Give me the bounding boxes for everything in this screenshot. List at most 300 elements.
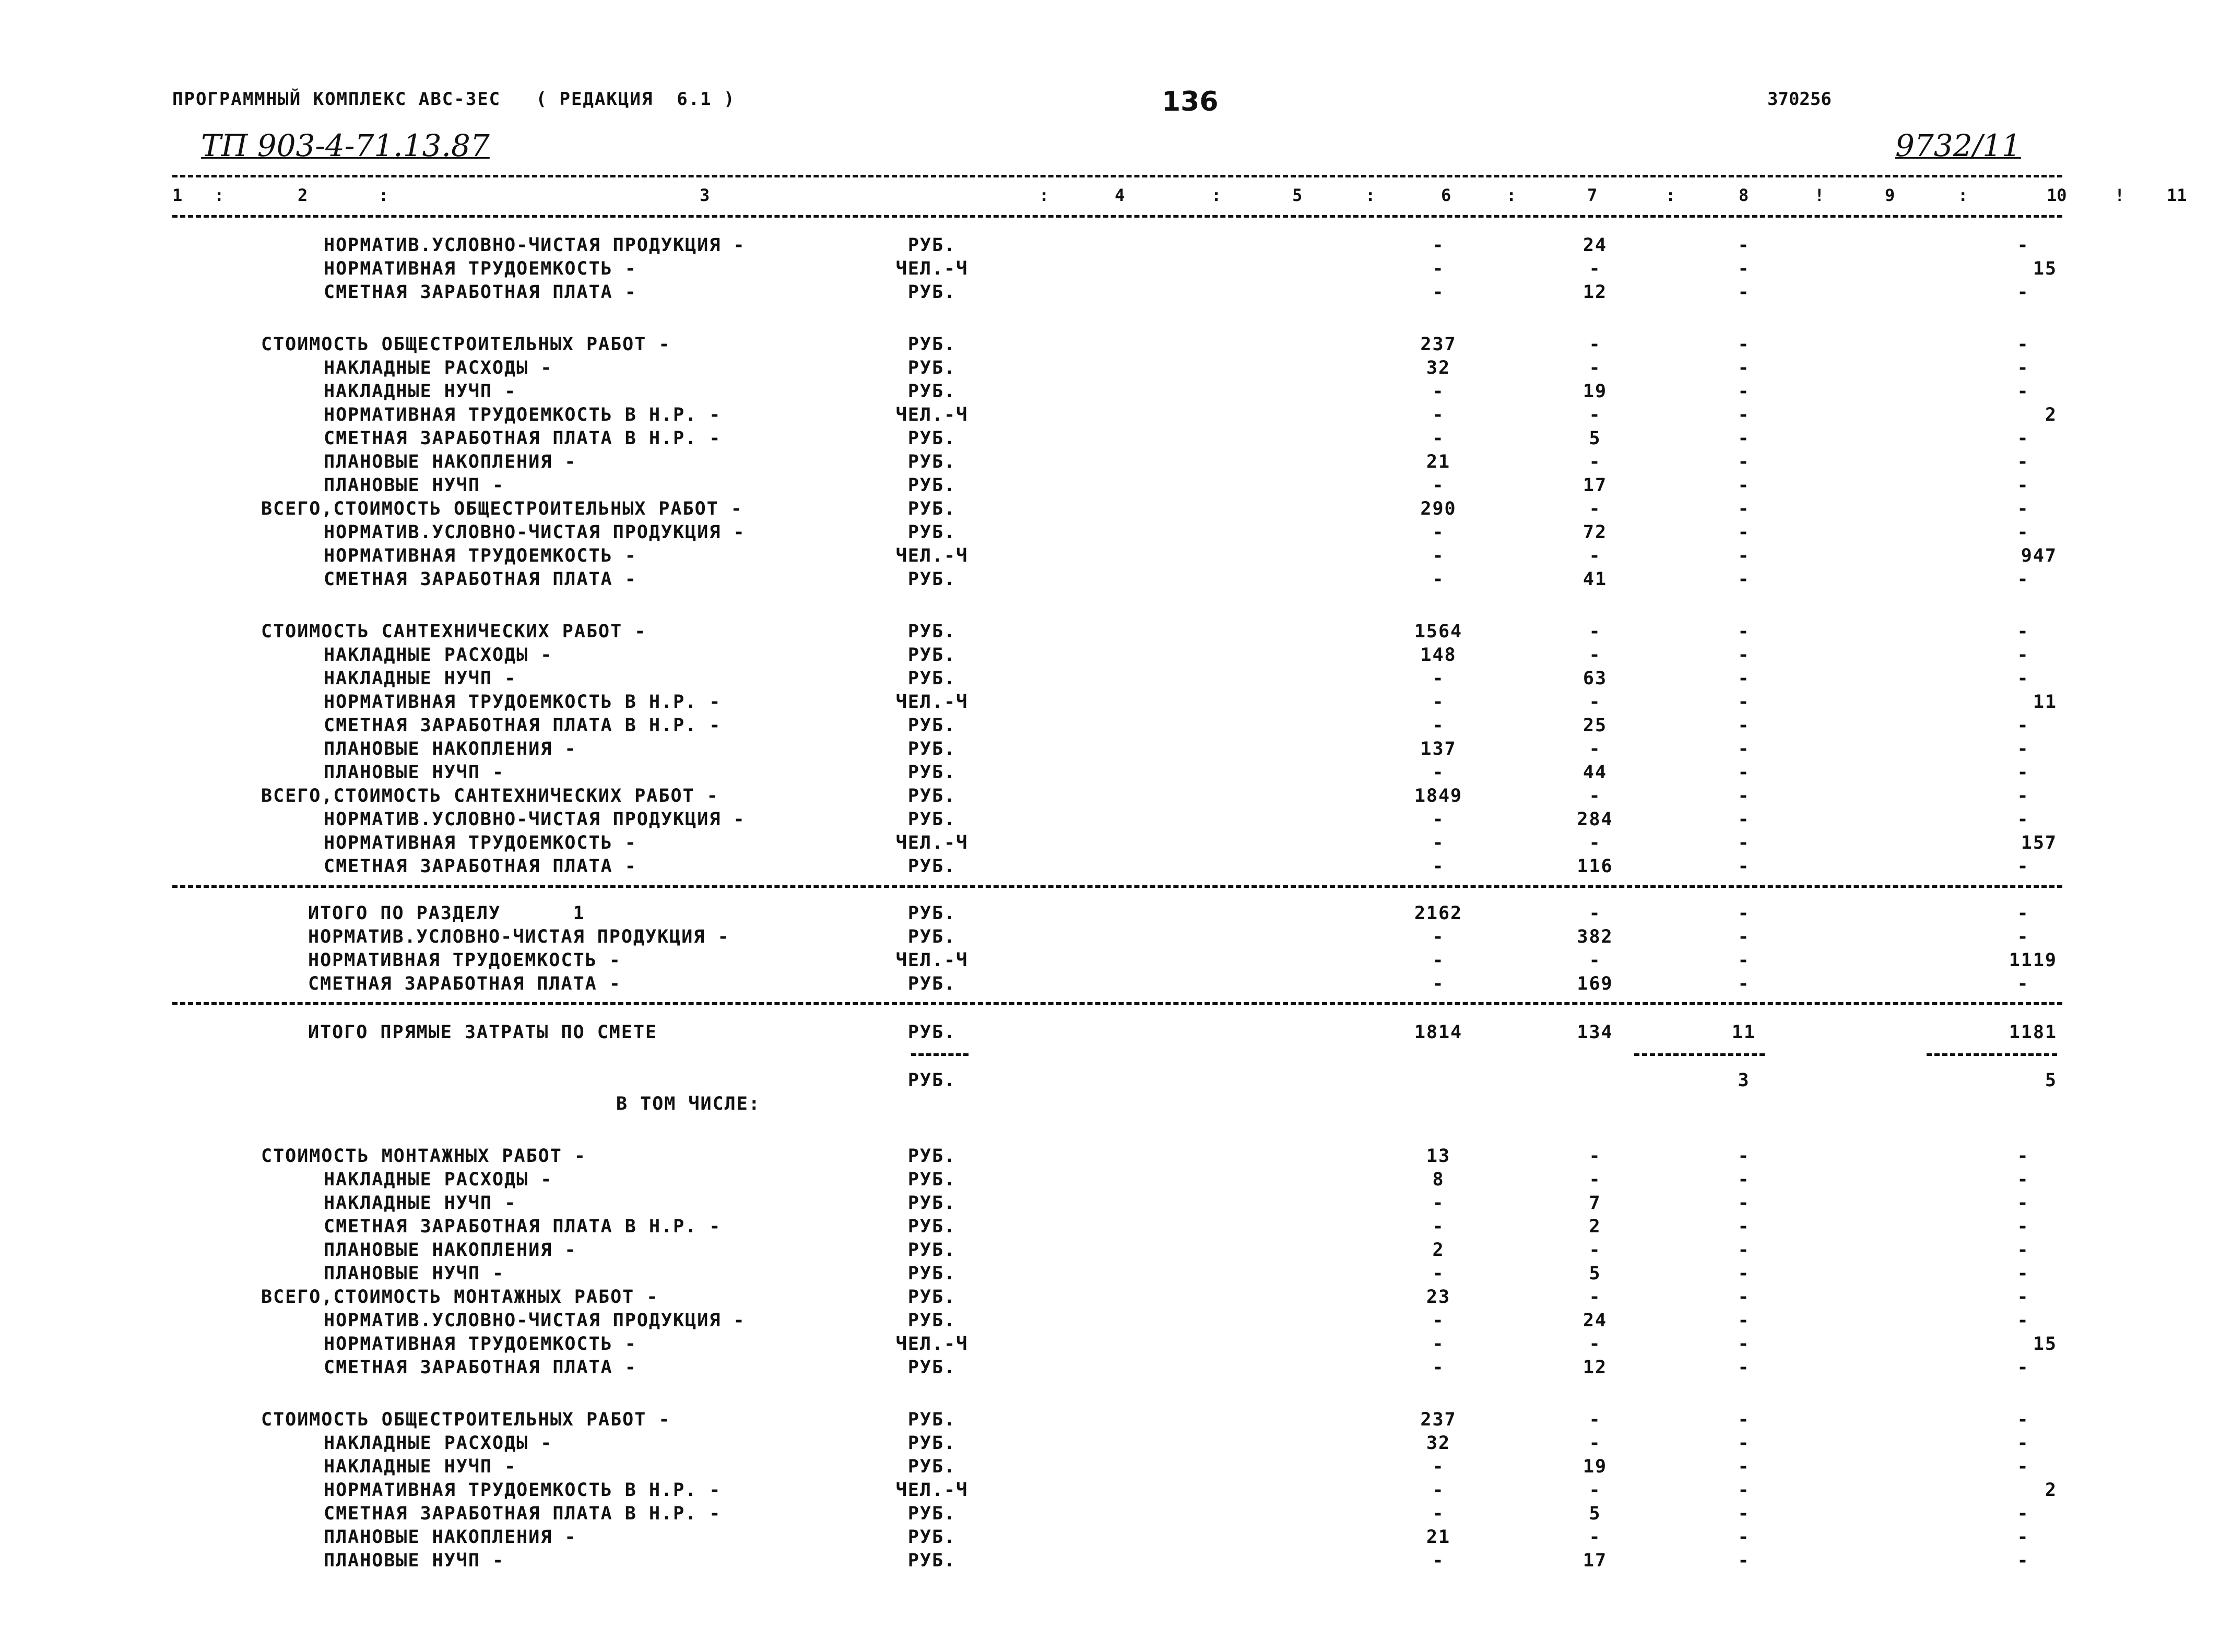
col8-cell: - [1589, 1409, 1601, 1430]
unit-cell: РУБ. [907, 668, 957, 689]
row-label: НАКЛАДНЫЕ НУЧП - [324, 1193, 517, 1214]
col9-cell: - [1738, 1216, 1750, 1237]
column-header-7: 4 [1115, 185, 1125, 205]
col9-cell: - [1738, 451, 1750, 472]
row-label: СМЕТНАЯ ЗАРАБОТНАЯ ПЛАТА - [324, 282, 637, 303]
col9-cell: - [1738, 498, 1750, 519]
column-header-17: 9 [1885, 185, 1895, 205]
col9-cell: - [1738, 762, 1750, 783]
col7-cell: 237 [1420, 1409, 1457, 1430]
col9-cell: - [1738, 973, 1750, 994]
col7-cell: - [1432, 381, 1445, 402]
col11-cell: 2 [2045, 405, 2057, 425]
column-header-19: 10 [2047, 185, 2067, 205]
column-header-10: : [1365, 185, 1376, 205]
col7-cell: - [1432, 475, 1445, 496]
col9-cell: - [1738, 903, 1750, 924]
col11-cell: 157 [2021, 833, 2057, 853]
unit-cell: РУБ. [907, 926, 957, 947]
row-label: СМЕТНАЯ ЗАРАБОТНАЯ ПЛАТА В Н.Р. - [324, 715, 722, 736]
col7-cell: 290 [1420, 498, 1457, 519]
table-row [0, 451, 2220, 474]
unit-cell: РУБ. [907, 1357, 957, 1378]
column-header-3: 2 [298, 185, 308, 205]
row-label: НОРМАТИВ.УСЛОВНО-ЧИСТАЯ ПРОДУКЦИЯ - [324, 809, 746, 830]
col8-cell: 25 [1583, 715, 1608, 736]
col8-cell: - [1589, 786, 1601, 806]
table-row [0, 405, 2220, 427]
col8-cell: 17 [1583, 475, 1608, 496]
row-label: В ТОМ ЧИСЛЕ: [616, 1094, 761, 1114]
col8-cell: 5 [1589, 1503, 1601, 1524]
table-row [0, 856, 2220, 879]
unit-cell: РУБ. [907, 475, 957, 496]
row-label: НОРМАТИВНАЯ ТРУДОЕМКОСТЬ - [324, 833, 637, 853]
row-label: НОРМАТИВНАЯ ТРУДОЕМКОСТЬ В Н.Р. - [324, 692, 722, 712]
col11-cell: - [2017, 973, 2029, 994]
unit-cell: РУБ. [907, 1263, 957, 1284]
unit-cell: РУБ. [907, 1216, 957, 1237]
col11-cell: - [2017, 668, 2029, 689]
row-label: НАКЛАДНЫЕ НУЧП - [324, 1456, 517, 1477]
col7-cell: - [1432, 809, 1445, 830]
unit-cell: РУБ. [907, 645, 957, 665]
col9-cell: - [1738, 235, 1750, 256]
col7-cell: 32 [1426, 1433, 1451, 1454]
col11-cell: - [2017, 522, 2029, 543]
col9-cell: - [1738, 621, 1750, 642]
unit-cell: РУБ. [907, 1287, 957, 1308]
column-header-11: 6 [1441, 185, 1451, 205]
col7-cell: 237 [1420, 334, 1457, 355]
table-row [0, 428, 2220, 451]
table-row [0, 475, 2220, 498]
col11-cell: - [2017, 1456, 2029, 1477]
col7-cell: - [1432, 950, 1445, 971]
col8-cell: - [1589, 950, 1601, 971]
col7-cell: 21 [1426, 451, 1451, 472]
unit-cell: РУБ. [907, 621, 957, 642]
col8-cell: 19 [1583, 1456, 1608, 1477]
table-row [0, 903, 2220, 926]
col9-cell: - [1738, 522, 1750, 543]
column-header-1: 1 [172, 185, 183, 205]
unit-cell: РУБ. [907, 428, 957, 449]
col11-cell: 2 [2045, 1480, 2057, 1501]
unit-cell: РУБ. [907, 762, 957, 783]
col11-cell: - [2017, 926, 2029, 947]
col7-cell: 23 [1426, 1287, 1451, 1308]
col11-cell: - [2017, 715, 2029, 736]
table-row [0, 1070, 2220, 1093]
unit-cell: ЧЕЛ.-Ч [895, 692, 969, 712]
unit-cell: РУБ. [907, 809, 957, 830]
table-row [0, 1503, 2220, 1526]
table-row [0, 1409, 2220, 1432]
column-header-4: : [379, 185, 389, 205]
unit-cell: РУБ. [907, 786, 957, 806]
col8-cell: 24 [1583, 1310, 1608, 1331]
col8-cell: - [1589, 358, 1601, 378]
row-label: СТОИМОСТЬ ОБЩЕСТРОИТЕЛЬНЫХ РАБОТ - [261, 334, 671, 355]
col8-cell: - [1589, 545, 1601, 566]
col9-cell: - [1738, 1357, 1750, 1378]
col7-cell: - [1432, 833, 1445, 853]
unit-cell: РУБ. [907, 1146, 957, 1167]
column-header-12: : [1506, 185, 1517, 205]
row-label: ПЛАНОВЫЕ НУЧП - [324, 762, 505, 783]
row-label: ПЛАНОВЫЕ НАКОПЛЕНИЯ - [324, 1240, 577, 1261]
unit-cell: РУБ. [907, 522, 957, 543]
col8-cell: 63 [1583, 668, 1608, 689]
col7-cell: - [1432, 715, 1445, 736]
col9-cell: - [1738, 282, 1750, 303]
column-header-21: 11 [2167, 185, 2187, 205]
table-row [0, 381, 2220, 404]
table-row [0, 358, 2220, 381]
col7-cell: - [1432, 1334, 1445, 1354]
row-label: СТОИМОСТЬ ОБЩЕСТРОИТЕЛЬНЫХ РАБОТ - [261, 1409, 671, 1430]
page-number: 136 [1162, 86, 1219, 117]
col7-cell: - [1432, 569, 1445, 590]
col9-cell: - [1738, 950, 1750, 971]
col8-cell: - [1589, 451, 1601, 472]
col9-cell: - [1738, 1263, 1750, 1284]
table-row [0, 1334, 2220, 1357]
col11-cell: - [2017, 739, 2029, 759]
col8-cell: - [1589, 334, 1601, 355]
unit-cell: ЧЕЛ.-Ч [895, 545, 969, 566]
col9-cell: - [1738, 1527, 1750, 1548]
table-row [0, 973, 2220, 996]
col8-cell: - [1589, 1169, 1601, 1190]
col7-cell: 1849 [1414, 786, 1463, 806]
col9-cell: - [1738, 475, 1750, 496]
row-label: НОРМАТИВНАЯ ТРУДОЕМКОСТЬ - [324, 1334, 637, 1354]
col8-cell: 382 [1577, 926, 1613, 947]
col8-cell: - [1589, 1240, 1601, 1261]
column-header-16: ! [1814, 185, 1825, 205]
table-row [0, 235, 2220, 258]
col11-cell: - [2017, 1287, 2029, 1308]
col7-cell: 137 [1420, 739, 1457, 759]
row-label: СМЕТНАЯ ЗАРАБОТНАЯ ПЛАТА - [324, 569, 637, 590]
col8-cell: - [1589, 739, 1601, 759]
table-row [0, 1263, 2220, 1286]
table-row [0, 833, 2220, 855]
col9-cell: - [1738, 833, 1750, 853]
col11-cell: - [2017, 1310, 2029, 1331]
row-label: НАКЛАДНЫЕ РАСХОДЫ - [324, 358, 553, 378]
col7-cell: 21 [1426, 1527, 1451, 1548]
unit-cell: РУБ. [907, 1169, 957, 1190]
column-header-9: 5 [1292, 185, 1303, 205]
col8-cell: - [1589, 1146, 1601, 1167]
col9-cell: - [1738, 428, 1750, 449]
row-label: ИТОГО ПО РАЗДЕЛУ 1 [308, 903, 585, 924]
table-row [0, 1550, 2220, 1573]
col7-cell: - [1432, 428, 1445, 449]
unit-cell: РУБ. [907, 1070, 957, 1091]
col7-cell: - [1432, 522, 1445, 543]
col8-cell: 7 [1589, 1193, 1601, 1214]
col11-cell: - [2017, 903, 2029, 924]
row-label: НОРМАТИВНАЯ ТРУДОЕМКОСТЬ - [308, 950, 621, 971]
table-row [0, 668, 2220, 691]
col11-cell: - [2017, 282, 2029, 303]
table-row [0, 1433, 2220, 1456]
col8-cell: 169 [1577, 973, 1613, 994]
col9-cell: - [1738, 1334, 1750, 1354]
col7-cell: 1564 [1414, 621, 1463, 642]
col8-cell: - [1589, 1433, 1601, 1454]
unit-cell: РУБ. [907, 1503, 957, 1524]
column-header-8: : [1211, 185, 1222, 205]
col7-cell: - [1432, 1503, 1445, 1524]
row-label: СМЕТНАЯ ЗАРАБОТНАЯ ПЛАТА В Н.Р. - [324, 1216, 722, 1237]
row-label: СМЕТНАЯ ЗАРАБОТНАЯ ПЛАТА - [324, 856, 637, 877]
unit-cell: РУБ. [907, 715, 957, 736]
col8-cell: - [1589, 621, 1601, 642]
row-label: ПЛАНОВЫЕ НАКОПЛЕНИЯ - [324, 1527, 577, 1548]
row-label: НАКЛАДНЫЕ НУЧП - [324, 668, 517, 689]
col7-cell: 1814 [1414, 1022, 1463, 1043]
col8-cell: - [1589, 1287, 1601, 1308]
col9-cell: - [1738, 545, 1750, 566]
col7-cell: - [1432, 1456, 1445, 1477]
col7-cell: - [1432, 1310, 1445, 1331]
table-row [0, 621, 2220, 644]
unit-cell: ЧЕЛ.-Ч [895, 1334, 969, 1354]
col11-cell: - [2017, 451, 2029, 472]
program-title: ПРОГРАММНЫЙ КОМПЛЕКС АВС-3ЕС ( РЕДАКЦИЯ 6.1 ) [172, 89, 736, 110]
col8-cell: 72 [1583, 522, 1608, 543]
table-row [0, 645, 2220, 668]
col11-cell: - [2017, 621, 2029, 642]
col9-cell: - [1738, 1433, 1750, 1454]
col9-cell: - [1738, 1480, 1750, 1501]
unit-cell: РУБ. [907, 1527, 957, 1548]
col11-cell: - [2017, 1216, 2029, 1237]
col7-cell: - [1432, 762, 1445, 783]
col7-cell: 148 [1420, 645, 1457, 665]
unit-cell: РУБ. [907, 1240, 957, 1261]
table-row [0, 1357, 2220, 1380]
col8-cell: 12 [1583, 1357, 1608, 1378]
table-row [0, 762, 2220, 785]
column-header-20: ! [2115, 185, 2125, 205]
col11-cell: - [2017, 358, 2029, 378]
col8-cell: 44 [1583, 762, 1608, 783]
col8-cell: 24 [1583, 235, 1608, 256]
row-label: СМЕТНАЯ ЗАРАБОТНАЯ ПЛАТА В Н.Р. - [324, 428, 722, 449]
row-label: СМЕТНАЯ ЗАРАБОТНАЯ ПЛАТА - [308, 973, 621, 994]
table-row [0, 1287, 2220, 1310]
col9-cell: - [1738, 334, 1750, 355]
table-row [0, 926, 2220, 949]
col9-cell: - [1738, 1146, 1750, 1167]
col8-cell: - [1589, 405, 1601, 425]
col11-cell: - [2017, 1357, 2029, 1378]
table-row [0, 1240, 2220, 1263]
col8-cell: 284 [1577, 809, 1613, 830]
col11-cell: - [2017, 786, 2029, 806]
col11-cell: - [2017, 762, 2029, 783]
col9-cell: - [1738, 381, 1750, 402]
row-label: НОРМАТИВНАЯ ТРУДОЕМКОСТЬ В Н.Р. - [324, 405, 722, 425]
col11-cell: 15 [2033, 1334, 2057, 1354]
row-label: НОРМАТИВ.УСЛОВНО-ЧИСТАЯ ПРОДУКЦИЯ - [324, 522, 746, 543]
col9-cell: - [1738, 258, 1750, 279]
column-header-5: 3 [700, 185, 710, 205]
col7-cell: 32 [1426, 358, 1451, 378]
col9-cell: - [1738, 856, 1750, 877]
handwritten-sheet-number: 9732/11 [1895, 128, 2021, 163]
unit-cell: РУБ. [907, 1550, 957, 1571]
col7-cell: - [1432, 1550, 1445, 1571]
col11-cell: - [2017, 1146, 2029, 1167]
col7-cell: - [1432, 1357, 1445, 1378]
col8-cell: - [1589, 1334, 1601, 1354]
row-label: СТОИМОСТЬ МОНТАЖНЫХ РАБОТ - [261, 1146, 586, 1167]
column-header-6: : [1039, 185, 1049, 205]
unit-cell: РУБ. [907, 1022, 957, 1043]
col8-cell: - [1589, 645, 1601, 665]
col11-cell: - [2017, 1240, 2029, 1261]
handwritten-project-number: ТП 903-4-71.13.87 [201, 128, 490, 163]
row-label: НОРМАТИВ.УСЛОВНО-ЧИСТАЯ ПРОДУКЦИЯ - [324, 235, 746, 256]
col11-cell: - [2017, 1193, 2029, 1214]
col11-cell: - [2017, 334, 2029, 355]
col11-cell: - [2017, 1169, 2029, 1190]
col9-cell: - [1738, 1310, 1750, 1331]
col8-cell: - [1589, 1527, 1601, 1548]
unit-cell: РУБ. [907, 739, 957, 759]
table-row [0, 258, 2220, 281]
unit-cell: ЧЕЛ.-Ч [895, 405, 969, 425]
col9-cell: - [1738, 809, 1750, 830]
col9-cell: - [1738, 645, 1750, 665]
table-row [0, 1193, 2220, 1216]
unit-cell: ЧЕЛ.-Ч [895, 950, 969, 971]
row-label: ВСЕГО,СТОИМОСТЬ САНТЕХНИЧЕСКИХ РАБОТ - [261, 786, 719, 806]
unit-cell: ЧЕЛ.-Ч [895, 1480, 969, 1501]
unit-cell: ЧЕЛ.-Ч [895, 833, 969, 853]
table-row [0, 545, 2220, 568]
unit-cell: РУБ. [907, 973, 957, 994]
col9-cell: - [1738, 569, 1750, 590]
table-row [0, 1169, 2220, 1192]
col8-cell: 134 [1577, 1022, 1613, 1043]
unit-cell: РУБ. [907, 282, 957, 303]
unit-cell: РУБ. [907, 856, 957, 877]
col11-cell: 5 [2045, 1070, 2057, 1091]
table-row [0, 282, 2220, 305]
unit-cell: РУБ. [907, 1409, 957, 1430]
col9-cell: - [1738, 715, 1750, 736]
table-row [0, 1456, 2220, 1479]
unit-cell: РУБ. [907, 358, 957, 378]
col7-cell: - [1432, 668, 1445, 689]
col7-cell: - [1432, 282, 1445, 303]
col7-cell: - [1432, 692, 1445, 712]
table-row [0, 1094, 2220, 1116]
col9-cell: 11 [1731, 1022, 1756, 1043]
table-row [0, 1310, 2220, 1333]
col8-cell: 5 [1589, 1263, 1601, 1284]
col11-cell: 1181 [2009, 1022, 2057, 1043]
col9-cell: - [1738, 1503, 1750, 1524]
row-label: СТОИМОСТЬ САНТЕХНИЧЕСКИХ РАБОТ - [261, 621, 647, 642]
unit-cell: РУБ. [907, 903, 957, 924]
row-label: ПЛАНОВЫЕ НУЧП - [324, 1550, 505, 1571]
table-row [0, 809, 2220, 832]
col11-cell: - [2017, 1263, 2029, 1284]
col8-cell: 17 [1583, 1550, 1608, 1571]
col7-cell: - [1432, 973, 1445, 994]
col11-cell: 11 [2033, 692, 2057, 712]
col7-cell: - [1432, 1480, 1445, 1501]
col7-cell: - [1432, 1216, 1445, 1237]
col8-cell: - [1589, 258, 1601, 279]
col11-cell: - [2017, 569, 2029, 590]
table-row [0, 522, 2220, 545]
row-label: НОРМАТИВНАЯ ТРУДОЕМКОСТЬ - [324, 545, 637, 566]
col9-cell: - [1738, 692, 1750, 712]
col8-cell: 41 [1583, 569, 1608, 590]
row-label: НОРМАТИВ.УСЛОВНО-ЧИСТАЯ ПРОДУКЦИЯ - [324, 1310, 746, 1331]
col8-cell: - [1589, 692, 1601, 712]
col9-cell: - [1738, 1169, 1750, 1190]
col8-cell: 5 [1589, 428, 1601, 449]
row-label: НАКЛАДНЫЕ РАСХОДЫ - [324, 1433, 553, 1454]
col11-cell: - [2017, 475, 2029, 496]
col11-cell: 1119 [2009, 950, 2057, 971]
col9-cell: - [1738, 1456, 1750, 1477]
col9-cell: - [1738, 358, 1750, 378]
row-label: СМЕТНАЯ ЗАРАБОТНАЯ ПЛАТА - [324, 1357, 637, 1378]
unit-cell: РУБ. [907, 569, 957, 590]
column-header-2: : [214, 185, 225, 205]
col8-cell: - [1589, 1480, 1601, 1501]
col11-cell: - [2017, 1527, 2029, 1548]
col9-cell: - [1738, 1287, 1750, 1308]
table-row [0, 715, 2220, 738]
col9-cell: - [1738, 1550, 1750, 1571]
table-row [0, 786, 2220, 809]
col7-cell: - [1432, 235, 1445, 256]
row-label: НАКЛАДНЫЕ РАСХОДЫ - [324, 1169, 553, 1190]
column-header-15: 8 [1739, 185, 1749, 205]
row-label: ВСЕГО,СТОИМОСТЬ МОНТАЖНЫХ РАБОТ - [261, 1287, 659, 1308]
unit-cell: ЧЕЛ.-Ч [895, 258, 969, 279]
col9-cell: - [1738, 668, 1750, 689]
col9-cell: 3 [1738, 1070, 1750, 1091]
table-row [0, 739, 2220, 762]
row-label: ВСЕГО,СТОИМОСТЬ ОБЩЕСТРОИТЕЛЬНЫХ РАБОТ - [261, 498, 743, 519]
unit-cell: РУБ. [907, 381, 957, 402]
table-row [0, 569, 2220, 592]
row-label: ПЛАНОВЫЕ НАКОПЛЕНИЯ - [324, 451, 577, 472]
col11-cell: - [2017, 381, 2029, 402]
table-row [0, 1527, 2220, 1550]
table-row [0, 1146, 2220, 1169]
col9-cell: - [1738, 786, 1750, 806]
row-label: НАКЛАДНЫЕ РАСХОДЫ - [324, 645, 553, 665]
table-row [0, 692, 2220, 715]
column-header-14: : [1666, 185, 1676, 205]
col7-cell: - [1432, 926, 1445, 947]
